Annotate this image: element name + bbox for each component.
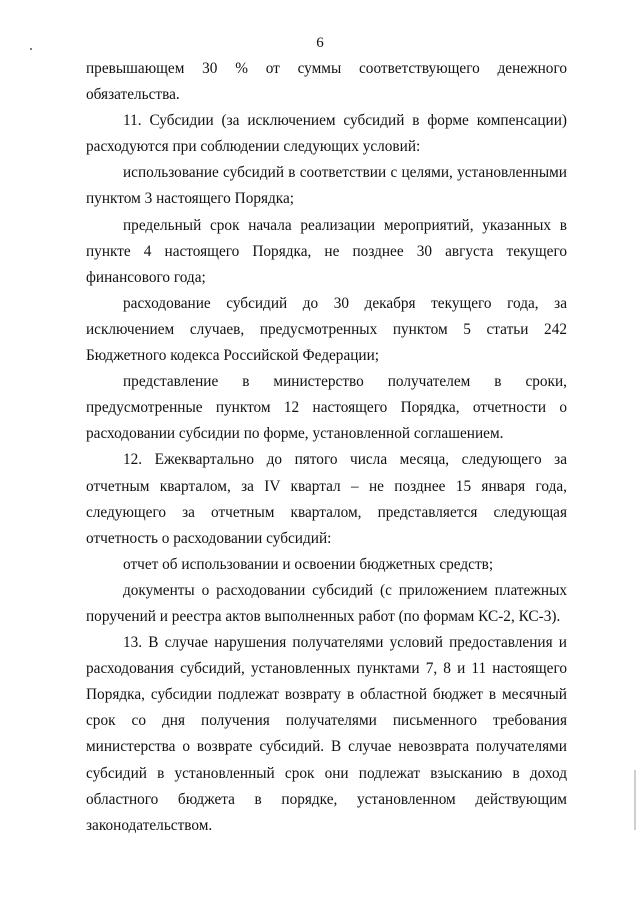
document-body [86, 56, 567, 839]
paragraph-clause-11: 11. Субсидии (за исключением субсидий в форме компенсации) расходуются при соблюдении следующих условий: [86, 112, 567, 156]
paragraph-report-documents: документы о расходовании субсидий (с приложением платежных поручений и реестра актов выполненных работ (по формам КС-2, КС-3). [86, 581, 567, 625]
paragraph-condition-purpose: использование субсидий в соответствии с целями, установленными пунктом 3 настоящего Порядка; [86, 164, 567, 208]
paragraph-condition-reporting: представление в министерство получателем в сроки, предусмотренные пунктом 12 настоящего Порядка, отчетности о расходовании субсидии по форме, установленной соглашением. [86, 373, 567, 443]
paragraph-continuation: превышающем 30 % от суммы соответствующего денежного обязательства. [86, 60, 567, 104]
paragraph-condition-deadline: предельный срок начала реализации мероприятий, указанных в пункте 4 настоящего Порядка, не позднее 30 августа текущего финансового года; [86, 216, 567, 286]
paragraph-clause-12: 12. Ежеквартально до пятого числа месяца, следующего за отчетным кварталом, за IV квартал – не позднее 15 января года, следующего за отчетным кварталом, представляется следующая отчетность о расходовании субсидий: [86, 451, 567, 547]
paragraph-clause-13: 13. В случае нарушения получателями условий предоставления и расходования субсидий, установленных пунктами 7, 8 и 11 настоящего Порядка, субсидии подлежат возврату в областной бюджет в месячный срок со дня получения получателями письменного требования министерства о возврате субсидий. В случае невозврата получателями субсидий в установленный срок они подлежат взысканию в доход областного бюджета в порядке, установленном действующим законодательством. [86, 634, 567, 834]
page-number: 6 [316, 35, 324, 51]
paragraph-report-usage: отчет об использовании и освоении бюджетных средств; [123, 555, 494, 573]
scan-edge-mark [634, 770, 636, 830]
paragraph-condition-spending: расходование субсидий до 30 декабря текущего года, за исключением случаев, предусмотренных пунктом 5 статьи 242 Бюджетного кодекса Российской Федерации; [86, 294, 567, 365]
